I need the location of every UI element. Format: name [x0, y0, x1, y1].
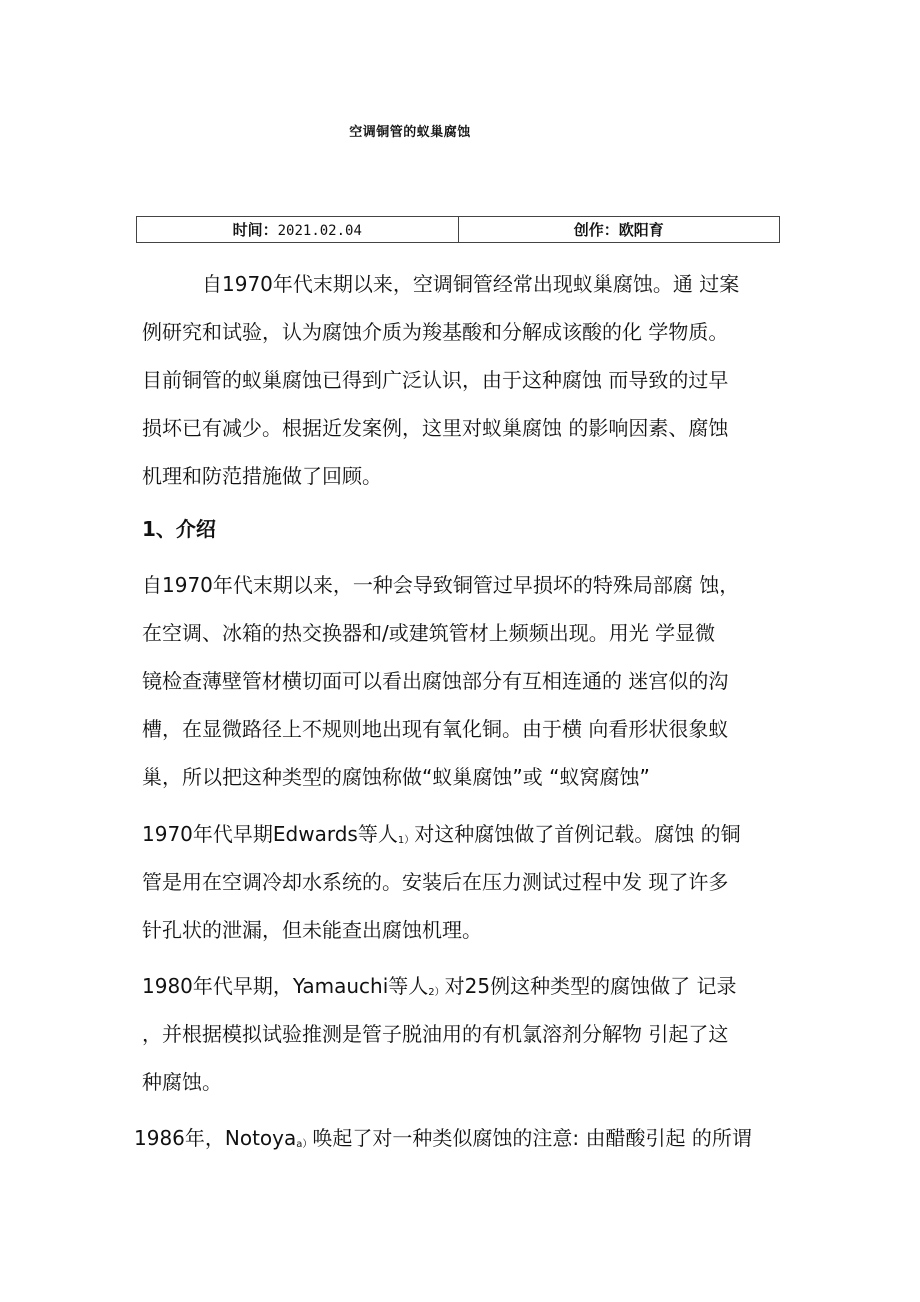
edwards-first-line	[142, 810, 786, 858]
edwards-lead: 1970年代早期Edwards等人	[142, 822, 398, 846]
abstract-line: 自1970年代末期以来，空调铜管经常出现蚁巢腐蚀。通 过案	[202, 272, 740, 296]
notoya-first-line	[134, 1114, 786, 1162]
notoya-rest: 唤起了对一种类似腐蚀的注意: 由醋酸引起 的所谓	[312, 1126, 752, 1150]
time-label: 时间：	[232, 221, 278, 239]
abstract-line: 损坏已有减少。根据近发案例，这里对蚁巢腐蚀 的影响因素、腐蚀	[142, 416, 729, 440]
abstract-line: 机理和防范措施做了回顾。	[142, 464, 382, 488]
reference-marker: a）	[296, 1139, 313, 1150]
section-heading: 1、介绍	[142, 517, 216, 541]
reference-marker: 1）	[397, 835, 415, 846]
abstract-line: 例研究和试验，认为腐蚀介质为羧基酸和分解成该酸的化 学物质。	[142, 320, 729, 344]
notoya-paragraph	[134, 1114, 786, 1162]
author-label: 创作：欧阳育	[573, 221, 664, 239]
notoya-lead: 1986年，Notoya	[134, 1126, 297, 1150]
meta-time-cell	[137, 217, 459, 243]
yamauchi-first-line	[142, 962, 786, 1010]
yamauchi-lead: 1980年代早期，Yamauchi等人	[142, 974, 429, 998]
meta-table	[136, 216, 780, 243]
edwards-line: 针孔状的泄漏，但未能查出腐蚀机理。	[142, 918, 482, 942]
yamauchi-line: ，并根据模拟试验推测是管子脱油用的有机氯溶剂分解物 引起了这	[142, 1022, 729, 1046]
time-value: 2021.02.04	[277, 223, 362, 239]
yamauchi-paragraph	[142, 962, 786, 1106]
yamauchi-line: 种腐蚀。	[142, 1070, 222, 1094]
intro-line: 自1970年代末期以来，一种会导致铜管过早损坏的特殊局部腐 蚀，	[142, 573, 740, 597]
edwards-paragraph	[142, 810, 786, 954]
abstract-paragraph	[142, 260, 786, 500]
intro-line: 巢，所以把这种类型的腐蚀称做“蚁巢腐蚀”或 “蚁窝腐蚀”	[142, 765, 650, 789]
intro-line: 槽，在显微路径上不规则地出现有氧化铜。由于横 向看形状很象蚁	[142, 717, 729, 741]
edwards-line: 管是用在空调冷却水系统的。安装后在压力测试过程中发 现了许多	[142, 870, 729, 894]
intro-line: 在空调、冰箱的热交换器和/或建筑管材上频频出现。用光 学显微	[142, 621, 716, 645]
intro-line: 镜检查薄壁管材横切面可以看出腐蚀部分有互相连通的 迷宫似的沟	[142, 669, 729, 693]
intro-paragraph	[142, 561, 786, 801]
yamauchi-rest: 对25例这种类型的腐蚀做了 记录	[444, 974, 737, 998]
edwards-rest: 对这种腐蚀做了首例记载。腐蚀 的铜	[414, 822, 741, 846]
document-title: 空调铜管的蚁巢腐蚀	[349, 125, 471, 140]
meta-author-cell	[458, 217, 780, 243]
abstract-line: 目前铜管的蚁巢腐蚀已得到广泛认识，由于这种腐蚀 而导致的过早	[142, 368, 729, 392]
reference-marker: 2）	[428, 987, 445, 998]
